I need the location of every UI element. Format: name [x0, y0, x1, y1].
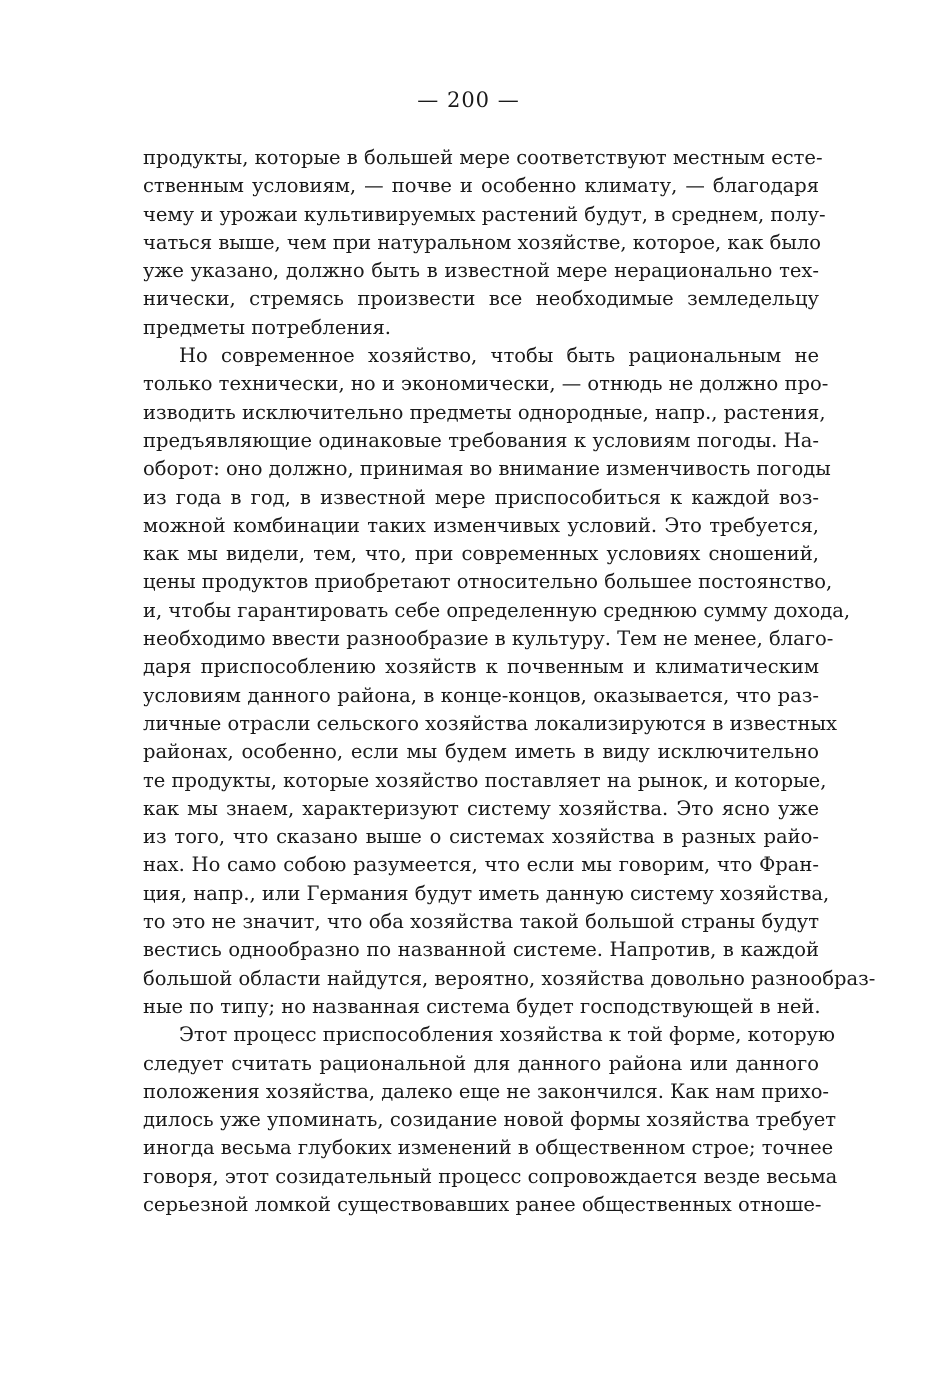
body-text — [143, 144, 876, 1219]
paragraph-3 — [143, 1021, 838, 1219]
text-line: оборот: оно должно, принимая во внимание изменчивость погоды — [143, 457, 831, 481]
text-line: нически, стремясь произвести все необходимые земледельцу — [143, 287, 819, 311]
text-line: большой области найдутся, вероятно, хозяйства довольно разнообраз- — [143, 966, 876, 990]
text-line: изводить исключительно предметы однородные, напр., растения, — [143, 400, 826, 424]
text-line: предметы потребления. — [143, 315, 391, 339]
paragraph-1 — [143, 144, 826, 342]
text-line: ция, напр., или Германия будут иметь данную систему хозяйства, — [143, 881, 830, 905]
text-line: предъявляющие одинаковые требования к условиям погоды. На- — [143, 428, 819, 452]
text-line: цены продуктов приобретают относительно большее постоянство, — [143, 570, 833, 594]
text-line: и, чтобы гарантировать себе определенную среднюю сумму дохода, — [143, 598, 851, 622]
text-line: следует считать рациональной для данного района или данного — [143, 1051, 819, 1075]
text-line: иногда весьма глубоких изменений в общественном строе; точнее — [143, 1136, 834, 1160]
text-line: серьезной ломкой существовавших ранее общественных отноше- — [143, 1192, 822, 1216]
text-line: чему и урожаи культивируемых растений будут, в среднем, полу- — [143, 202, 826, 226]
text-line: как мы видели, тем, что, при современных условиях сношений, — [143, 542, 819, 566]
text-line: продукты, которые в большей мере соответствуют местным есте- — [143, 146, 823, 169]
text-line: положения хозяйства, далеко еще не закончился. Как нам прихо- — [143, 1079, 830, 1103]
text-line: только технически, но и экономически, — отнюдь не должно про- — [143, 372, 829, 396]
text-line: из года в год, в известной мере приспособиться к каждой воз- — [143, 485, 819, 509]
text-line: районах, особенно, если мы будем иметь в виду исключительно — [143, 740, 819, 764]
text-line: уже указано, должно быть в известной мере нерационально тех- — [143, 259, 819, 283]
text-line: те продукты, которые хозяйство поставляет на рынок, и которые, — [143, 768, 827, 792]
text-line: из того, что сказано выше о системах хозяйства в разных райо- — [143, 825, 819, 849]
paragraph-2 — [143, 342, 876, 1021]
text-line: говоря, этот созидательный процесс сопровождается везде весьма — [143, 1164, 838, 1188]
text-line: чаться выше, чем при натуральном хозяйстве, которое, как было — [143, 230, 821, 254]
text-line: как мы знаем, характеризуют систему хозяйства. Это ясно уже — [143, 796, 819, 820]
text-line: можной комбинации таких изменчивых условий. Это требуется, — [143, 513, 819, 537]
text-line: ственным условиям, — почве и особенно климату, — благодаря — [143, 174, 819, 198]
text-line: даря приспособлению хозяйств к почвенным и климатическим — [143, 655, 819, 679]
text-line: нах. Но само собою разумеется, что если мы говорим, что Фран- — [143, 853, 819, 877]
page-number: — 200 — — [417, 88, 520, 112]
text-line: личные отрасли сельского хозяйства локализируются в известных — [143, 711, 837, 735]
text-line: Но современное хозяйство, чтобы быть рациональным не — [179, 344, 819, 368]
text-line: необходимо ввести разнообразие в культуру. Тем не менее, благо- — [143, 627, 834, 651]
text-line: условиям данного района, в конце-концов, оказывается, что раз- — [143, 683, 819, 707]
text-line: дилось уже упоминать, созидание новой формы хозяйства требует — [143, 1108, 837, 1132]
text-line: то это не значит, что оба хозяйства такой большой страны будут — [143, 910, 819, 934]
text-line: вестись однообразно по названной системе. Напротив, в каждой — [143, 938, 819, 962]
text-line: Этот процесс приспособления хозяйства к той форме, которую — [179, 1023, 836, 1047]
text-line: ные по типу; но названная система будет господствующей в ней. — [143, 994, 821, 1018]
